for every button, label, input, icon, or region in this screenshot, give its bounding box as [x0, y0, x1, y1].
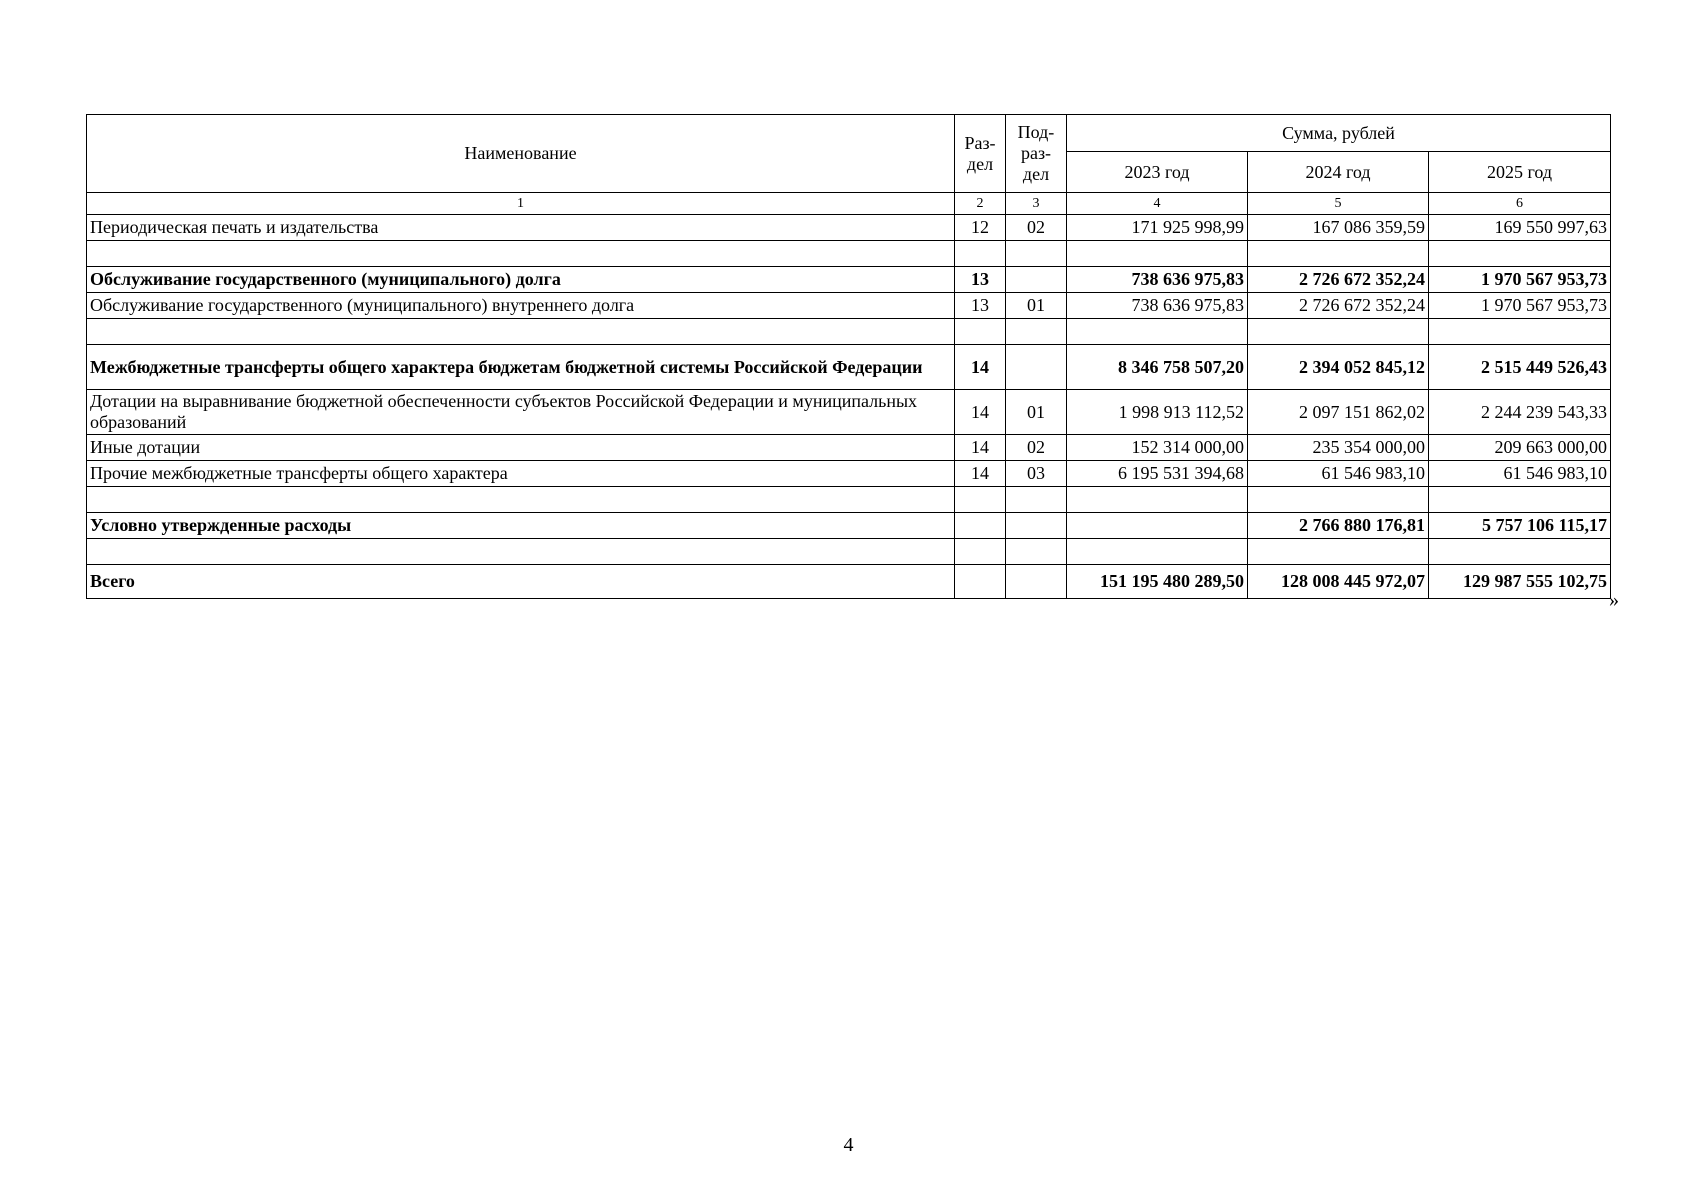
- row-amount-2023: 8 346 758 507,20: [1067, 345, 1248, 390]
- row-amount-2025: 129 987 555 102,75: [1429, 565, 1611, 599]
- row-section: [955, 513, 1006, 539]
- row-amount-2023: 152 314 000,00: [1067, 435, 1248, 461]
- empty-cell: [1067, 487, 1248, 513]
- row-name: Межбюджетные трансферты общего характера бюджетам бюджетной системы Российской Федерации: [87, 345, 955, 390]
- row-amount-2023: [1067, 513, 1248, 539]
- row-subsection: 01: [1006, 293, 1067, 319]
- table-row: [87, 215, 1611, 241]
- row-amount-2025: 209 663 000,00: [1429, 435, 1611, 461]
- empty-cell: [1006, 241, 1067, 267]
- row-amount-2024: 235 354 000,00: [1248, 435, 1429, 461]
- row-subsection: 03: [1006, 461, 1067, 487]
- row-section: 14: [955, 461, 1006, 487]
- empty-cell: [87, 319, 955, 345]
- page-number: 4: [843, 1134, 854, 1156]
- row-amount-2024: 167 086 359,59: [1248, 215, 1429, 241]
- row-subsection: 02: [1006, 435, 1067, 461]
- empty-cell: [1248, 241, 1429, 267]
- row-subsection: 02: [1006, 215, 1067, 241]
- header-name: Наименование: [87, 115, 955, 193]
- row-amount-2025: 1 970 567 953,73: [1429, 267, 1611, 293]
- empty-row: [87, 487, 1611, 513]
- row-amount-2023: 1 998 913 112,52: [1067, 390, 1248, 435]
- empty-cell: [1067, 319, 1248, 345]
- row-section: 14: [955, 435, 1006, 461]
- row-amount-2024: 2 766 880 176,81: [1248, 513, 1429, 539]
- total-row: [87, 565, 1611, 599]
- table-row: [87, 461, 1611, 487]
- empty-cell: [955, 319, 1006, 345]
- table-row: [87, 267, 1611, 293]
- row-section: 13: [955, 267, 1006, 293]
- empty-cell: [1429, 539, 1611, 565]
- row-section: 13: [955, 293, 1006, 319]
- empty-cell: [1429, 487, 1611, 513]
- row-name: Периодическая печать и издательства: [87, 215, 955, 241]
- header-year-2025: 2025 год: [1429, 152, 1611, 193]
- empty-cell: [87, 241, 955, 267]
- row-name: Условно утвержденные расходы: [87, 513, 955, 539]
- row-section: 14: [955, 390, 1006, 435]
- row-subsection: [1006, 513, 1067, 539]
- column-number: 5: [1248, 193, 1429, 215]
- row-amount-2025: 169 550 997,63: [1429, 215, 1611, 241]
- row-subsection: [1006, 565, 1067, 599]
- empty-row: [87, 539, 1611, 565]
- row-name: Обслуживание государственного (муниципального) внутреннего долга: [87, 293, 955, 319]
- table-row: [87, 293, 1611, 319]
- row-amount-2025: 5 757 106 115,17: [1429, 513, 1611, 539]
- empty-cell: [1429, 319, 1611, 345]
- column-number: 1: [87, 193, 955, 215]
- empty-cell: [87, 539, 955, 565]
- empty-cell: [1006, 319, 1067, 345]
- table-row: [87, 345, 1611, 390]
- empty-row: [87, 319, 1611, 345]
- budget-table: [86, 114, 1611, 599]
- empty-cell: [955, 487, 1006, 513]
- row-subsection: [1006, 267, 1067, 293]
- row-amount-2024: 128 008 445 972,07: [1248, 565, 1429, 599]
- row-amount-2025: 2 515 449 526,43: [1429, 345, 1611, 390]
- row-amount-2024: 2 394 052 845,12: [1248, 345, 1429, 390]
- row-amount-2023: 6 195 531 394,68: [1067, 461, 1248, 487]
- empty-cell: [1429, 241, 1611, 267]
- column-number-row: [87, 193, 1611, 215]
- empty-cell: [955, 241, 1006, 267]
- empty-cell: [1067, 241, 1248, 267]
- row-amount-2023: 171 925 998,99: [1067, 215, 1248, 241]
- empty-cell: [1248, 319, 1429, 345]
- row-section: 14: [955, 345, 1006, 390]
- table-row: [87, 513, 1611, 539]
- header-sum: Сумма, рублей: [1067, 115, 1611, 152]
- row-amount-2024: 2 097 151 862,02: [1248, 390, 1429, 435]
- header-section: Раз- дел: [955, 115, 1006, 193]
- header-year-2024: 2024 год: [1248, 152, 1429, 193]
- table-row: [87, 390, 1611, 435]
- row-name: Дотации на выравнивание бюджетной обеспеченности субъектов Российской Федерации и муниципальных образований: [87, 390, 955, 435]
- empty-cell: [1248, 539, 1429, 565]
- row-name: Всего: [87, 565, 955, 599]
- column-number: 3: [1006, 193, 1067, 215]
- row-name: Прочие межбюджетные трансферты общего характера: [87, 461, 955, 487]
- empty-cell: [1067, 539, 1248, 565]
- header-subsection: Под- раз- дел: [1006, 115, 1067, 193]
- row-subsection: [1006, 345, 1067, 390]
- row-amount-2023: 738 636 975,83: [1067, 267, 1248, 293]
- row-amount-2025: 2 244 239 543,33: [1429, 390, 1611, 435]
- row-amount-2024: 2 726 672 352,24: [1248, 267, 1429, 293]
- row-subsection: 01: [1006, 390, 1067, 435]
- column-number: 2: [955, 193, 1006, 215]
- column-number: 6: [1429, 193, 1611, 215]
- empty-cell: [87, 487, 955, 513]
- header-year-2023: 2023 год: [1067, 152, 1248, 193]
- column-number: 4: [1067, 193, 1248, 215]
- row-amount-2024: 2 726 672 352,24: [1248, 293, 1429, 319]
- closing-quote-mark: »: [1609, 589, 1619, 611]
- row-amount-2023: 738 636 975,83: [1067, 293, 1248, 319]
- row-amount-2025: 1 970 567 953,73: [1429, 293, 1611, 319]
- row-name: Иные дотации: [87, 435, 955, 461]
- empty-cell: [955, 539, 1006, 565]
- table-row: [87, 435, 1611, 461]
- row-amount-2025: 61 546 983,10: [1429, 461, 1611, 487]
- empty-row: [87, 241, 1611, 267]
- empty-cell: [1248, 487, 1429, 513]
- row-name: Обслуживание государственного (муниципального) долга: [87, 267, 955, 293]
- row-amount-2024: 61 546 983,10: [1248, 461, 1429, 487]
- row-section: 12: [955, 215, 1006, 241]
- empty-cell: [1006, 539, 1067, 565]
- row-amount-2023: 151 195 480 289,50: [1067, 565, 1248, 599]
- row-section: [955, 565, 1006, 599]
- empty-cell: [1006, 487, 1067, 513]
